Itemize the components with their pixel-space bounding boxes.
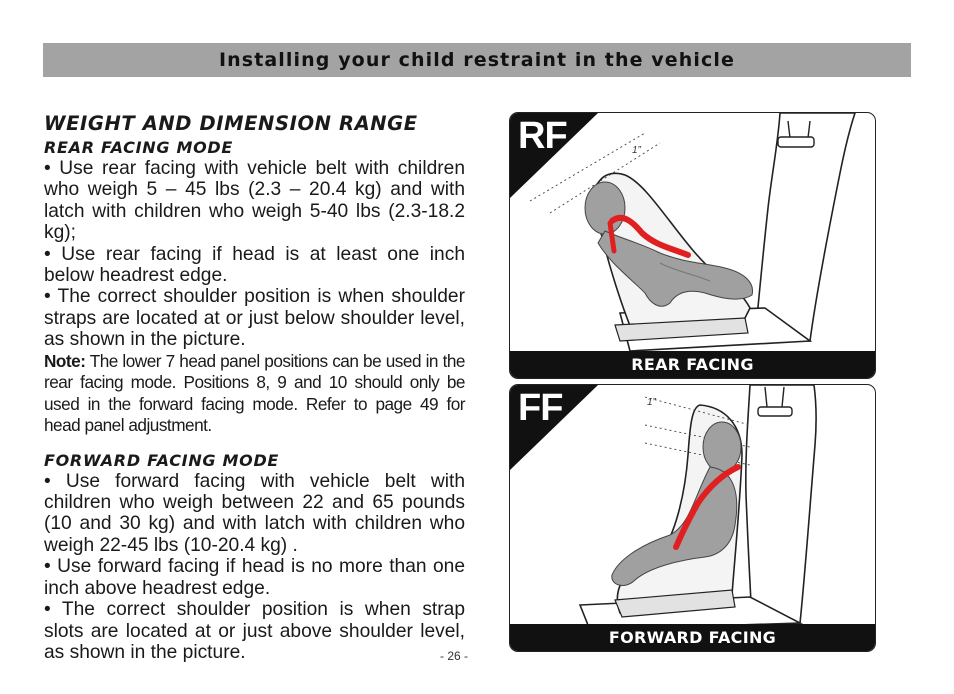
- rf-headrest-base: [778, 137, 814, 147]
- forward-bullet-head: • Use forward facing if head is no more than one inch above headrest edge.: [44, 556, 465, 599]
- rf-child-head: [585, 182, 625, 234]
- ff-headrest-base: [758, 407, 792, 416]
- section-header-bar: [43, 43, 911, 77]
- rear-facing-mode-heading: REAR FACING MODE: [44, 138, 234, 157]
- rear-bullet-weight: • Use rear facing with vehicle belt with children who weigh 5 – 45 lbs (2.3 – 20.4 kg) and with latch with children who weigh 5-40 lbs (2.3-18.2 kg);: [44, 158, 465, 244]
- rear-bullet-head: • Use rear facing if head is at least one inch below headrest edge.: [44, 243, 465, 287]
- rf-tag: RF: [518, 115, 567, 157]
- note-text: The lower 7 head panel positions can be used in the rear facing mode. Positions 8, 9 and 10 should only be used in the forward facing mode. Refer to page 49 for head panel adjustment.: [44, 350, 465, 436]
- rear-note: [44, 351, 465, 437]
- rear-facing-label: REAR FACING: [510, 351, 875, 378]
- page-number: - 26 -: [440, 649, 469, 663]
- forward-bullet-shoulder: • The correct shoulder position is when strap slots are located at or just above shoulder level, as shown in the picture.: [44, 599, 465, 663]
- weight-dimension-heading: WEIGHT AND DIMENSION RANGE: [44, 112, 418, 135]
- ff-measure-label: 1”: [647, 397, 656, 408]
- forward-bullet-weight: • Use forward facing with vehicle belt with children who weigh between 22 and 65 pounds (10 and 30 kg) and with latch with children who weigh 22-45 lbs (10-20.4 kg) .: [44, 470, 465, 556]
- ff-child-head: [703, 422, 741, 472]
- forward-facing-figure: [509, 384, 876, 652]
- forward-facing-illustration: [510, 385, 875, 651]
- forward-facing-mode-heading: FORWARD FACING MODE: [44, 450, 280, 470]
- text-column: [44, 110, 465, 663]
- forward-facing-label: FORWARD FACING: [510, 624, 875, 651]
- note-label: Note:: [44, 350, 86, 371]
- rear-facing-figure: [509, 112, 876, 379]
- ff-vehicle-seat-back: [746, 385, 816, 623]
- rear-bullet-shoulder: • The correct shoulder position is when shoulder straps are located at or just below shoulder level, as shown in the picture.: [44, 286, 465, 351]
- section-header-title: Installing your child restraint in the vehicle: [219, 49, 735, 71]
- rf-measure-label: 1”: [632, 145, 641, 156]
- ff-tag: FF: [518, 387, 563, 429]
